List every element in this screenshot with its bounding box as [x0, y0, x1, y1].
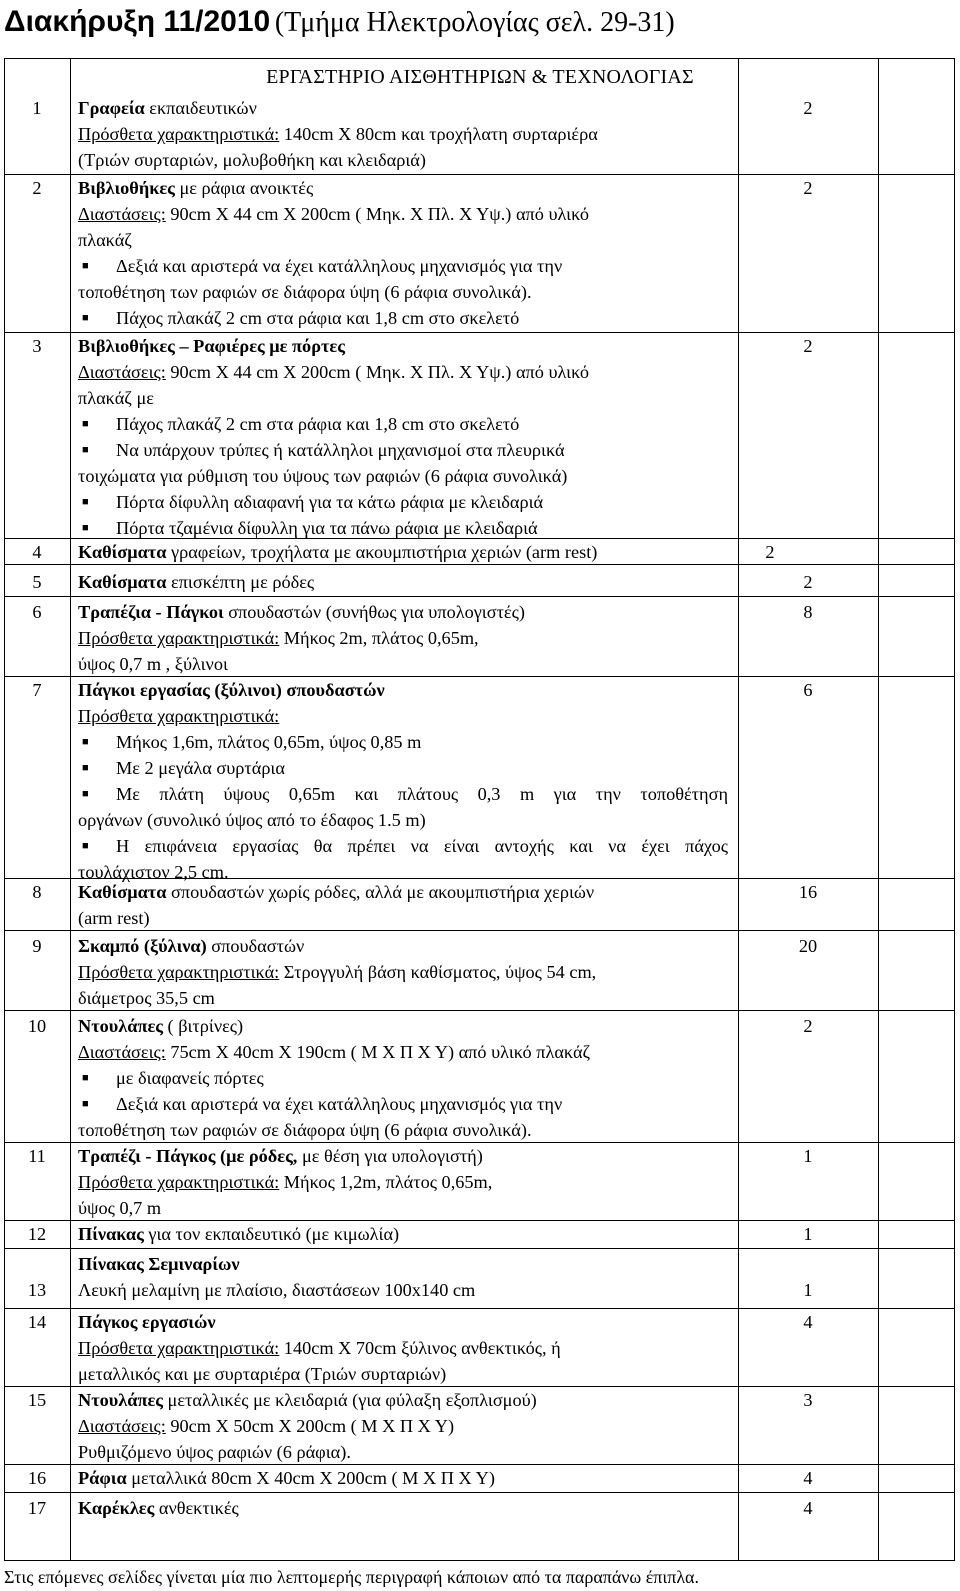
description-line — [78, 1013, 590, 1039]
spec-text: με διαφανείς πόρτες — [116, 1068, 264, 1088]
description-line — [78, 437, 589, 463]
item-quantity: 2 — [803, 336, 813, 356]
spec-label: Πρόσθετα χαρακτηριστικά: — [78, 962, 280, 982]
description-line — [78, 147, 598, 173]
item-name: Ντουλάπες — [78, 1390, 163, 1410]
description-line — [78, 1117, 590, 1143]
bullet-icon: ■ — [82, 418, 89, 430]
description-line — [78, 175, 589, 201]
item-quantity: 1 — [803, 1280, 813, 1300]
description-line — [78, 411, 589, 437]
spec-label: Πρόσθετα χαρακτηριστικά: — [78, 124, 280, 144]
item-name: Ντουλάπες — [78, 1016, 163, 1036]
spec-text: Ρυθμιζόμενο ύψος ραφιών (6 ράφια). — [78, 1442, 351, 1462]
description-line — [78, 463, 589, 489]
description-line — [78, 333, 589, 359]
spec-label: Διαστάσεις: — [78, 1042, 166, 1062]
spec-text: πλακάζ — [78, 230, 132, 250]
spec-text: Μήκος 1,2m, πλάτος 0,65m, — [279, 1172, 493, 1192]
description-line — [78, 625, 525, 651]
item-number: 11 — [28, 1146, 46, 1166]
bullet-icon: ■ — [82, 260, 89, 272]
spec-text: σπουδαστών (συνήθως για υπολογιστές) — [223, 602, 525, 622]
item-name: Καθίσματα — [78, 882, 167, 902]
spec-text: εκπαιδευτικών — [144, 98, 257, 118]
description-line — [78, 1251, 475, 1277]
item-quantity: 1 — [803, 1146, 813, 1166]
item-name: Καθίσματα — [78, 572, 167, 592]
spec-text: Με 2 μεγάλα συρτάρια — [116, 758, 285, 778]
spec-text: τοποθέτηση των ραφιών σε διάφορα ύψη (6 ράφια συνολικά). — [78, 282, 532, 302]
description-line — [78, 599, 525, 625]
description-line — [78, 905, 594, 931]
item-description — [78, 569, 314, 595]
spec-text: Μήκος 1,6m, πλάτος 0,65m, ύψος 0,85 m — [116, 732, 422, 752]
spec-text: ανθεκτικές — [154, 1498, 239, 1518]
description-line — [78, 703, 728, 729]
spec-text: Πάχος πλακάζ 2 cm στα ράφια και 1,8 cm στο σκελετό — [116, 414, 520, 434]
description-line — [78, 1169, 492, 1195]
description-line — [78, 879, 594, 905]
spec-label: Πρόσθετα χαρακτηριστικά: — [78, 706, 280, 726]
description-line — [78, 1413, 537, 1439]
spec-text: για τον εκπαιδευτικό (με κιμωλία) — [143, 1224, 400, 1244]
spec-text: Με πλάτη ύψους 0,65m και πλάτους 0,3 m για την τοποθέτηση — [116, 784, 728, 804]
item-quantity: 8 — [803, 602, 813, 622]
bullet-icon: ■ — [82, 736, 89, 748]
spec-text: (arm rest) — [78, 908, 150, 928]
spec-text: Στρογγυλή βάση καθίσματος, ύψος 54 cm, — [279, 962, 597, 982]
spec-label: Διαστάσεις: — [78, 1416, 166, 1436]
row-divider — [4, 1492, 955, 1493]
item-name: Πίνακας — [78, 1224, 144, 1244]
description-line — [78, 1309, 561, 1335]
spec-label: Πρόσθετα χαρακτηριστικά: — [78, 1172, 280, 1192]
item-number: 13 — [27, 1280, 47, 1300]
item-name: Πάγκοι εργασίας (ξύλινοι) σπουδαστών — [78, 680, 385, 700]
item-description — [78, 1221, 399, 1247]
description-line — [78, 755, 728, 781]
item-description — [78, 175, 589, 331]
bullet-icon: ■ — [82, 762, 89, 774]
item-name: Τραπέζια - Πάγκοι — [78, 602, 224, 622]
description-line — [78, 253, 589, 279]
description-line — [78, 515, 589, 541]
item-number: 14 — [27, 1312, 47, 1332]
description-line — [78, 1091, 590, 1117]
spec-text: διάμετρος 35,5 cm — [78, 988, 215, 1008]
spec-text: Δεξιά και αριστερά να έχει κατάλληλους μηχανισμός για την — [116, 1094, 563, 1114]
description-line — [78, 781, 728, 807]
item-description — [78, 1387, 537, 1465]
bullet-icon: ■ — [82, 496, 89, 508]
spec-text: Να υπάρχουν τρύπες ή κατάλληλοι μηχανισμοί στα πλευρικά — [116, 440, 565, 460]
item-number: 8 — [32, 882, 42, 902]
item-description — [78, 1013, 590, 1143]
description-line — [78, 807, 728, 833]
spec-text: με θέση για υπολογιστή) — [297, 1146, 483, 1166]
item-quantity: 2 — [803, 572, 813, 592]
bullet-icon: ■ — [82, 840, 89, 852]
spec-text: τοιχώματα για ρύθμιση του ύψους των ραφιών (6 ράφια συνολικά) — [78, 466, 568, 486]
column-divider — [878, 58, 879, 1561]
description-line — [78, 279, 589, 305]
spec-text: 90cm X 50cm X 200cm ( Μ Χ Π Χ Υ) — [165, 1416, 455, 1436]
bullet-icon: ■ — [82, 312, 89, 324]
spec-text: (Τριών συρταριών, μολυβοθήκη και κλειδαριά) — [78, 150, 426, 170]
item-quantity: 4 — [803, 1468, 813, 1488]
bullet-icon: ■ — [82, 522, 89, 534]
spec-text: Δεξιά και αριστερά να έχει κατάλληλους μηχανισμός για την — [116, 256, 563, 276]
description-line — [78, 385, 589, 411]
spec-text: 90cm X 44 cm X 200cm ( Μηκ. Χ Πλ. Χ Υψ.) από υλικό — [165, 204, 590, 224]
item-name: Τραπέζι - Πάγκος (με ρόδες, — [78, 1146, 298, 1166]
spec-text: 90cm X 44 cm X 200cm ( Μηκ. Χ Πλ. Χ Υψ.) από υλικό — [165, 362, 590, 382]
spec-text: πλακάζ με — [78, 388, 154, 408]
item-quantity: 3 — [803, 1390, 813, 1410]
description-line — [78, 677, 728, 703]
spec-text: ύψος 0,7 m , ξύλινοι — [78, 654, 228, 674]
description-line — [78, 985, 596, 1011]
spec-label: Διαστάσεις: — [78, 362, 166, 382]
description-line — [78, 539, 597, 565]
spec-text: με ράφια ανοικτές — [174, 178, 314, 198]
description-line — [78, 1039, 590, 1065]
footer-note: Στις επόμενες σελίδες γίνεται μία πιο λεπτομερής περιγραφή κάποιων από τα παραπάνω έπιπλα. — [4, 1567, 699, 1587]
item-number: 3 — [32, 336, 42, 356]
spec-text: 140cm X 80cm και τροχήλατη συρταριέρα — [279, 124, 598, 144]
spec-text: επισκέπτη με ρόδες — [166, 572, 315, 592]
item-name: Πάγκος εργασιών — [78, 1312, 216, 1332]
item-name: Ράφια — [78, 1468, 127, 1488]
item-description — [78, 879, 594, 931]
row-divider — [4, 1248, 955, 1249]
column-divider — [738, 58, 739, 1561]
description-line — [78, 833, 728, 859]
bullet-icon: ■ — [82, 444, 89, 456]
item-description — [78, 1495, 239, 1521]
spec-label: Πρόσθετα χαρακτηριστικά: — [78, 628, 280, 648]
item-number: 12 — [27, 1224, 47, 1244]
tender-number: Διακήρυξη 11/2010 — [4, 5, 271, 38]
spec-text: τοποθέτηση των ραφιών σε διάφορα ύψη (6 ράφια συνολικά). — [78, 1120, 532, 1140]
item-description — [78, 539, 597, 565]
item-description — [78, 333, 589, 541]
item-number: 17 — [27, 1498, 47, 1518]
description-line — [78, 569, 314, 595]
item-quantity: 2 — [803, 98, 813, 118]
item-number: 2 — [32, 178, 42, 198]
item-number: 7 — [32, 680, 42, 700]
item-number: 4 — [32, 542, 42, 562]
item-description — [78, 599, 525, 677]
item-number: 15 — [27, 1390, 47, 1410]
description-line — [78, 1143, 492, 1169]
item-quantity: 4 — [803, 1312, 813, 1332]
item-number: 9 — [32, 936, 42, 956]
document-title — [4, 2, 675, 45]
spec-text: 75cm X 40cm X 190cm ( Μ Χ Π Χ Υ) από υλικό πλακάζ — [165, 1042, 591, 1062]
item-quantity: 20 — [798, 936, 818, 956]
spec-text: γραφείων, τροχήλατα με ακουμπιστήρια χεριών (arm rest) — [166, 542, 598, 562]
item-description — [78, 1143, 492, 1221]
description-line — [78, 1195, 492, 1221]
item-quantity: 16 — [798, 882, 818, 902]
description-line — [78, 489, 589, 515]
bullet-icon: ■ — [82, 1072, 89, 1084]
description-line — [78, 729, 728, 755]
item-name: Γραφεία — [78, 98, 145, 118]
item-number: 1 — [32, 98, 42, 118]
description-line — [78, 121, 598, 147]
description-line — [78, 1065, 590, 1091]
description-line — [78, 959, 596, 985]
department-pages: (Τμήμα Ηλεκτρολογίας σελ. 29-31) — [274, 7, 675, 38]
item-description — [78, 1465, 495, 1491]
item-description — [78, 933, 596, 1011]
item-number: 5 — [32, 572, 42, 592]
spec-text: Λευκή μελαμίνη με πλαίσιο, διαστάσεων 100x140 cm — [78, 1280, 476, 1300]
spec-text: μεταλλικά 80cm X 40cm X 200cm ( Μ Χ Π Χ Υ) — [126, 1468, 495, 1488]
item-description — [78, 1309, 561, 1387]
description-line — [78, 1439, 537, 1465]
item-quantity: 4 — [803, 1498, 813, 1518]
spec-text: Πάχος πλακάζ 2 cm στα ράφια και 1,8 cm στο σκελετό — [116, 308, 520, 328]
description-line — [78, 1495, 239, 1521]
item-number: 6 — [32, 602, 42, 622]
item-description — [78, 677, 728, 885]
item-name: Σκαμπό (ξύλινα) — [78, 936, 207, 956]
description-line — [78, 95, 598, 121]
lab-title: ΕΡΓΑΣΤΗΡΙΟ ΑΙΣΘΗΤΗΡΙΩΝ & ΤΕΧΝΟΛΟΓΙΑΣ — [266, 66, 694, 88]
description-line — [78, 1465, 495, 1491]
spec-text: μεταλλικές με κλειδαριά (για φύλαξη εξοπλισμού) — [162, 1390, 537, 1410]
item-name: Βιβλιοθήκες – Ραφιέρες με πόρτες — [78, 336, 345, 356]
description-line — [78, 1335, 561, 1361]
row-divider — [4, 596, 955, 597]
spec-text: μεταλλικός και με συρταριέρα (Τριών συρταριών) — [78, 1364, 447, 1384]
description-line — [78, 227, 589, 253]
spec-text: Μήκος 2m, πλάτος 0,65m, — [279, 628, 479, 648]
spec-text: Πόρτα τζαμένια δίφυλλη για τα πάνω ράφια με κλειδαριά — [116, 518, 538, 538]
description-line — [78, 359, 589, 385]
item-description — [78, 1251, 475, 1303]
spec-label: Πρόσθετα χαρακτηριστικά: — [78, 1338, 280, 1358]
item-quantity: 2 — [803, 1016, 813, 1036]
description-line — [78, 651, 525, 677]
item-quantity: 6 — [803, 680, 813, 700]
spec-text: σπουδαστών χωρίς ρόδες, αλλά με ακουμπιστήρια χεριών — [166, 882, 595, 902]
description-line — [78, 933, 596, 959]
description-line — [78, 1277, 475, 1303]
description-line — [78, 1221, 399, 1247]
item-name: Πίνακας Σεμιναρίων — [78, 1254, 240, 1274]
item-description — [78, 95, 598, 173]
spec-text: Η επιφάνεια εργασίας θα πρέπει να είναι αντοχής και να έχει πάχος — [116, 836, 728, 856]
spec-text: Πόρτα δίφυλλη αδιαφανή για τα κάτω ράφια με κλειδαριά — [116, 492, 544, 512]
spec-text: ύψος 0,7 m — [78, 1198, 162, 1218]
spec-text: τουλάχιστον 2,5 cm. — [78, 862, 229, 882]
description-line — [78, 1361, 561, 1387]
column-divider — [70, 58, 71, 1561]
spec-text: οργάνων (συνολικό ύψος από το έδαφος 1.5 m) — [78, 810, 426, 830]
item-quantity: 2 — [803, 178, 813, 198]
description-line — [78, 1387, 537, 1413]
spec-text: 140cm X 70cm ξύλινος ανθεκτικός, ή — [279, 1338, 561, 1358]
item-name: Καρέκλες — [78, 1498, 155, 1518]
bullet-icon: ■ — [82, 788, 89, 800]
spec-text: σπουδαστών — [206, 936, 305, 956]
spec-text: ( βιτρίνες) — [162, 1016, 244, 1036]
spec-label: Διαστάσεις: — [78, 204, 166, 224]
item-name: Καθίσματα — [78, 542, 167, 562]
bullet-icon: ■ — [82, 1098, 89, 1110]
item-number: 10 — [27, 1016, 47, 1036]
item-quantity: 1 — [803, 1224, 813, 1244]
item-name: Βιβλιοθήκες — [78, 178, 175, 198]
description-line — [78, 201, 589, 227]
item-number: 16 — [27, 1468, 47, 1488]
description-line — [78, 305, 589, 331]
item-quantity: 2 — [765, 542, 775, 562]
